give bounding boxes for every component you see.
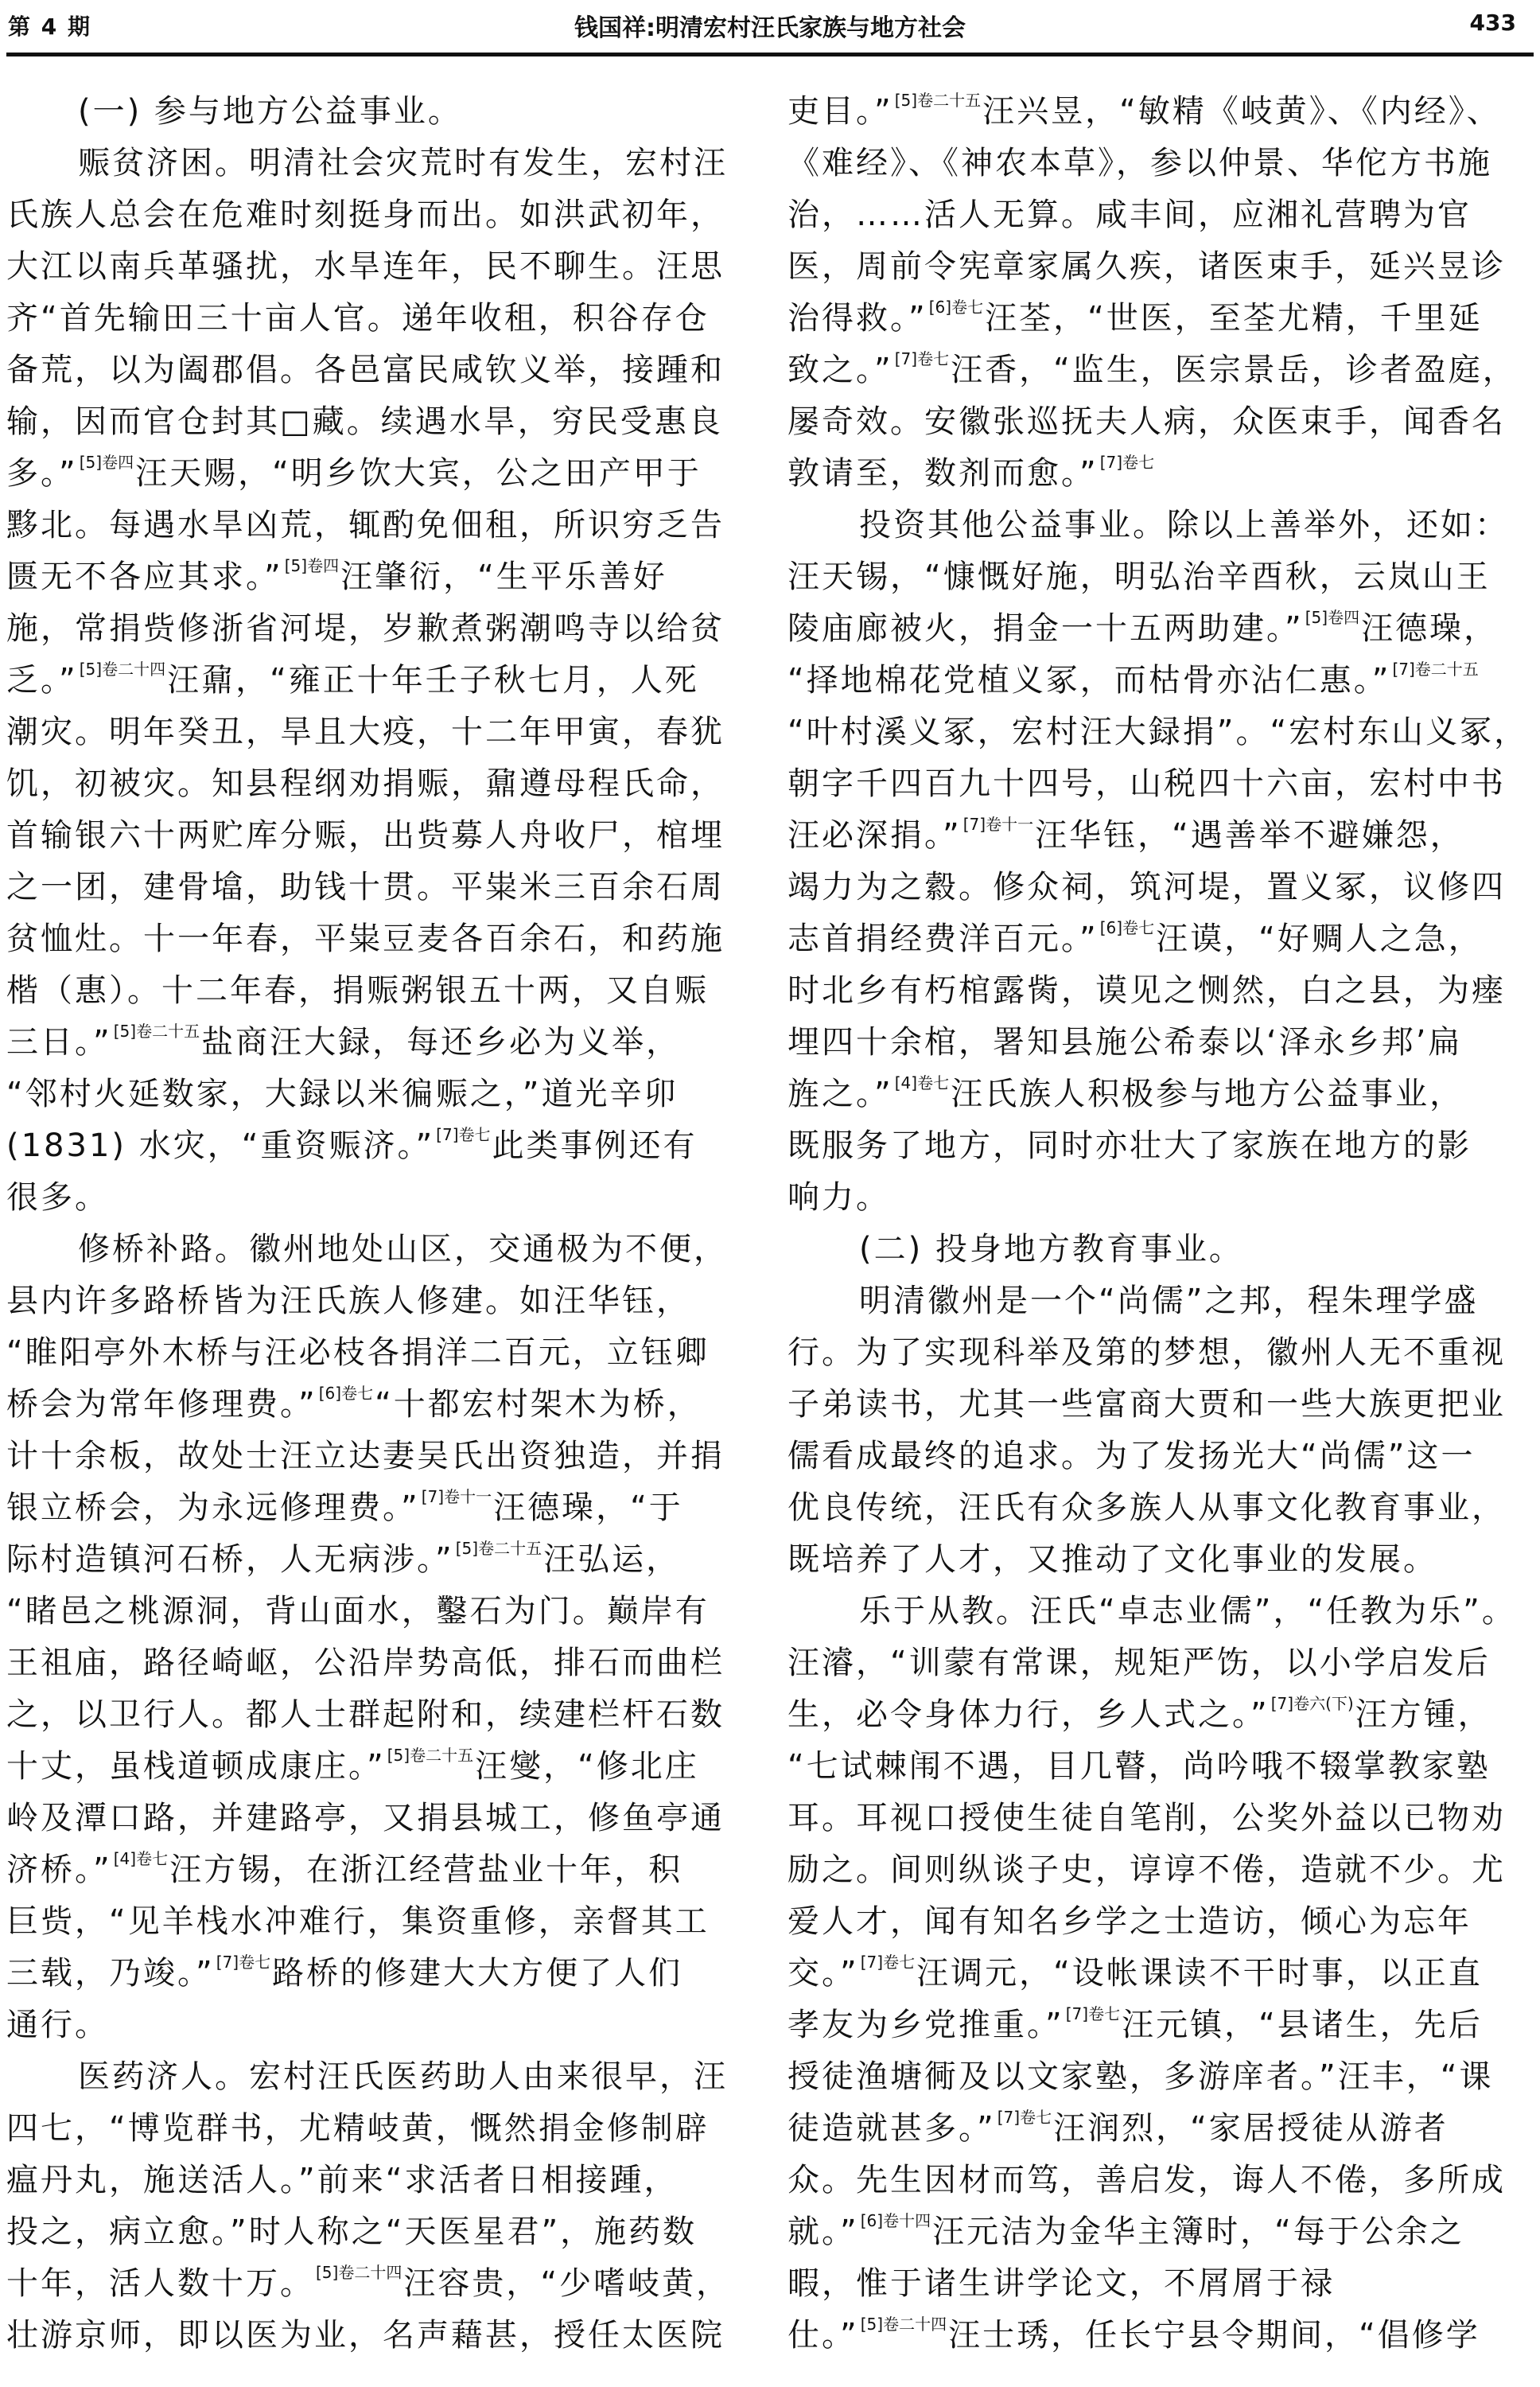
text-segment: 《难经》、《神农本草》，参以仲景、华佗方书施 bbox=[788, 145, 1492, 181]
text-segment: 汪濬，“训蒙有常课，规矩严饬，以小学启发后 bbox=[788, 1645, 1491, 1681]
text-segment: 瘟丹丸，施送活人。”前来“求活者日相接踵， bbox=[6, 2162, 679, 2198]
text-line bbox=[6, 293, 722, 345]
citation-marker: [5]卷四 bbox=[284, 556, 340, 575]
text-segment: 乐于从教。汪氏“卓志业儒”，“任教为乐”。 bbox=[859, 1593, 1516, 1630]
text-segment: 儒看成最终的追求。为了发扬光大“尚儒”这一 bbox=[788, 1438, 1476, 1474]
text-line bbox=[6, 2155, 722, 2206]
text-line bbox=[6, 1120, 722, 1172]
text-line bbox=[788, 396, 1515, 448]
text-segment: 汪鼐，“雍正十年壬子秋七月，人死 bbox=[167, 662, 699, 699]
text-segment: 氏族人总会在危难时刻挺身而出。如洪武初年， bbox=[6, 197, 725, 233]
text-segment: 明清徽州是一个“尚儒”之邦，程朱理学盛 bbox=[859, 1283, 1479, 1319]
text-line bbox=[788, 1948, 1515, 2000]
text-line bbox=[6, 1689, 725, 1741]
text-segment: 壮游京师，即以医为业，名声藉甚，授任太医院 bbox=[6, 2317, 725, 2354]
citation-marker: [5]卷二十五 bbox=[894, 91, 982, 110]
text-line bbox=[6, 1586, 722, 1637]
text-segment: 医，周前令宪章家属久疾，诸医束手，延兴昱诊 bbox=[788, 248, 1506, 285]
text-line bbox=[6, 1017, 722, 1069]
text-line bbox=[788, 1431, 1515, 1482]
text-segment: 医药济人。宏村汪氏医药助人由来很早，汪 bbox=[78, 2058, 728, 2095]
text-segment: 楷（惠）。十二年春，捐赈粥银五十两，又自赈 bbox=[6, 972, 709, 1009]
left-column bbox=[6, 86, 731, 2362]
text-line bbox=[6, 138, 728, 189]
text-line bbox=[6, 1896, 722, 1948]
text-segment: 三载，乃竣。” bbox=[6, 1955, 215, 1992]
text-segment: 汪方锡，在浙江经营盐业十年，积 bbox=[169, 1852, 683, 1888]
text-segment: 优良传统，汪氏有众多族人从事文化教育事业， bbox=[788, 1489, 1506, 1526]
citation-marker: [5]卷二十四 bbox=[316, 2263, 402, 2282]
text-segment: 汪谟，“好赒人之急， bbox=[1156, 921, 1483, 957]
citation-marker: [7]卷七 bbox=[894, 349, 950, 368]
text-segment: 黟北。每遇水旱凶荒，辄酌免佃租，所识穷乏告 bbox=[6, 507, 725, 543]
text-line bbox=[788, 2000, 1515, 2051]
citation-marker: [7]卷二十五 bbox=[1392, 660, 1479, 679]
page-number: 433 bbox=[1469, 10, 1516, 36]
text-line bbox=[788, 2258, 1515, 2310]
citation-marker: [7]卷十一 bbox=[421, 1487, 492, 1506]
header-rule bbox=[6, 53, 1534, 56]
text-segment: 匮无不各应其求。” bbox=[6, 559, 283, 595]
text-line bbox=[6, 345, 725, 396]
text-line bbox=[788, 1637, 1515, 1689]
text-line bbox=[788, 1327, 1515, 1379]
text-line bbox=[788, 965, 1515, 1017]
text-segment: 生，必令身体力行，乡人式之。” bbox=[788, 1696, 1270, 1733]
text-line bbox=[6, 2310, 725, 2362]
text-line bbox=[788, 655, 1515, 707]
citation-marker: [6]卷十四 bbox=[860, 2211, 931, 2230]
citation-marker: [6]卷七 bbox=[928, 298, 984, 317]
text-line bbox=[6, 1431, 725, 1482]
text-line bbox=[788, 500, 1515, 551]
citation-marker: [7]卷六(下) bbox=[1270, 1694, 1354, 1713]
citation-marker: [7]卷七 bbox=[436, 1125, 491, 1144]
citation-marker: [7]卷七 bbox=[1099, 453, 1155, 472]
text-segment: 竭力为之縠。修众祠，筑河堤，置义冢，议修四 bbox=[788, 869, 1506, 905]
text-line bbox=[788, 1379, 1515, 1431]
text-line bbox=[788, 1017, 1515, 1069]
text-segment: 众。先生因材而笃，善启发，诲人不倦，多所成 bbox=[788, 2162, 1506, 2198]
text-segment: 既服务了地方，同时亦壮大了家族在地方的影 bbox=[788, 1127, 1472, 1164]
text-segment: 汪兴昱，“敏精《岐黄》、《内经》、 bbox=[982, 93, 1501, 130]
citation-marker: [7]卷七 bbox=[860, 1953, 916, 1972]
text-line bbox=[788, 2051, 1515, 2103]
text-line bbox=[6, 1741, 722, 1793]
citation-marker: [7]卷七 bbox=[997, 2108, 1052, 2127]
text-line bbox=[6, 1275, 722, 1327]
text-segment: 耳。耳视口授使生徒自笔削，公奖外益以已物劝 bbox=[788, 1800, 1506, 1836]
text-segment: 汪润烈，“家居授徒从游者 bbox=[1053, 2110, 1449, 2147]
text-line bbox=[6, 1224, 728, 1275]
text-line bbox=[788, 1741, 1515, 1793]
text-line bbox=[6, 1482, 722, 1534]
text-segment: 孝友为乡党推重。” bbox=[788, 2007, 1064, 2043]
text-segment: 吏目。” bbox=[788, 93, 893, 130]
text-line bbox=[788, 1482, 1515, 1534]
text-line bbox=[788, 758, 1515, 810]
text-line bbox=[6, 86, 722, 138]
text-line bbox=[6, 2051, 728, 2103]
text-line bbox=[788, 2206, 1515, 2258]
text-line bbox=[6, 1379, 722, 1431]
text-segment: 响力。 bbox=[788, 1179, 890, 1216]
text-line bbox=[6, 810, 725, 862]
text-segment: “睹邑之桃源洞，背山面水，鑿石为门。巅岸有 bbox=[6, 1593, 710, 1630]
text-segment: 桥会为常年修理费。” bbox=[6, 1386, 317, 1423]
text-segment: 汪德璪，“于 bbox=[493, 1489, 683, 1526]
text-segment: 汪弘运， bbox=[543, 1541, 681, 1578]
text-line bbox=[788, 1586, 1515, 1637]
text-line bbox=[788, 1689, 1515, 1741]
text-segment: 旌之。” bbox=[788, 1076, 893, 1112]
text-segment: 徒造就甚多。” bbox=[788, 2110, 996, 2147]
text-segment: 之一团，建骨墖，助钱十贯。平粜米三百余石周 bbox=[6, 869, 725, 905]
citation-marker: [5]卷二十五 bbox=[387, 1746, 474, 1765]
text-line bbox=[6, 2000, 722, 2051]
text-line bbox=[788, 1172, 1515, 1224]
text-segment: 敦请至，数剂而愈。” bbox=[788, 455, 1099, 492]
text-line bbox=[6, 2206, 722, 2258]
text-segment: 很多。 bbox=[6, 1179, 109, 1216]
text-segment: 三日。” bbox=[6, 1024, 112, 1061]
text-segment: 县内许多路桥皆为汪氏族人修建。如汪华钰， bbox=[6, 1283, 690, 1319]
text-line bbox=[788, 913, 1515, 965]
issue-number: 第 4 期 bbox=[8, 14, 91, 40]
text-segment: “叶村溪义冢，宏村汪大録捐”。“宏村东山义冢， bbox=[788, 714, 1529, 750]
running-title: 钱国祥:明清宏村汪氏家族与地方社会 bbox=[574, 14, 966, 42]
text-segment: 授徒渔塘衕及以文家塾，多游庠者。”汪丰，“课 bbox=[788, 2058, 1494, 2095]
text-segment: 汪调元，“设帐课读不干时事，以正直 bbox=[916, 1955, 1483, 1992]
text-line bbox=[6, 965, 722, 1017]
text-line bbox=[788, 293, 1515, 345]
text-segment: 时北乡有朽棺露胔，谟见之恻然，白之县，为瘗 bbox=[788, 972, 1506, 1009]
citation-marker: [6]卷七 bbox=[1099, 918, 1155, 937]
text-segment: 赈贫济困。明清社会灾荒时有发生，宏村汪 bbox=[78, 145, 728, 181]
text-segment: 汪香，“监生，医宗景岳，诊者盈庭， bbox=[951, 352, 1517, 388]
text-segment: 就。” bbox=[788, 2214, 859, 2250]
text-line bbox=[6, 862, 725, 913]
running-header bbox=[0, 0, 1540, 56]
text-line bbox=[788, 189, 1515, 241]
text-line bbox=[788, 86, 1515, 138]
text-segment: 投之，病立愈。”时人称之“天医星君”，施药数 bbox=[6, 2214, 698, 2250]
text-line bbox=[788, 862, 1515, 913]
text-segment: 暇，惟于诸生讲学论文，不屑屑于禄 bbox=[788, 2265, 1335, 2302]
text-segment: 大江以南兵革骚扰，水旱连年，民不聊生。汪思 bbox=[6, 248, 725, 285]
text-line bbox=[6, 603, 725, 655]
text-line bbox=[6, 396, 722, 448]
text-segment: “十都宏村架木为桥， bbox=[375, 1386, 702, 1423]
text-segment: 潮灾。明年癸丑，旱且大疫，十二年甲寅，春犹 bbox=[6, 714, 725, 750]
text-segment: 四七，“博览群书，尤精岐黄，慨然捐金修制辟 bbox=[6, 2110, 710, 2147]
text-segment: 志首捐经费洋百元。” bbox=[788, 921, 1099, 957]
text-segment: 十丈，虽栈道顿成康庄。” bbox=[6, 1748, 386, 1785]
text-line bbox=[788, 345, 1515, 396]
text-segment: (二) 投身地方教育事业。 bbox=[859, 1231, 1243, 1267]
text-segment: 巨赀，“见羊栈水冲难行，集资重修，亲督其工 bbox=[6, 1903, 710, 1940]
text-segment: 汪天锡，“慷慨好施，明弘治辛酉秋，云岚山王 bbox=[788, 559, 1491, 595]
text-segment: 汪华钰，“遇善举不避嫌怨， bbox=[1035, 817, 1464, 854]
citation-marker: [5]卷四 bbox=[79, 453, 134, 472]
citation-marker: [5]卷二十四 bbox=[860, 2315, 947, 2334]
text-segment: 汪元镇，“县诸生，先后 bbox=[1122, 2007, 1483, 2043]
citation-marker: [5]卷二十四 bbox=[79, 660, 166, 679]
citation-marker: [7]卷七 bbox=[216, 1953, 271, 1972]
text-line bbox=[788, 1275, 1515, 1327]
text-line bbox=[788, 138, 1515, 189]
citation-marker: [7]卷七 bbox=[1065, 2004, 1121, 2023]
text-segment: 齐“首先输田三十亩人官。递年收租，积谷存仓 bbox=[6, 300, 710, 337]
text-line bbox=[788, 1896, 1515, 1948]
text-line bbox=[6, 2103, 722, 2155]
text-line bbox=[6, 2258, 731, 2310]
text-line bbox=[6, 1172, 722, 1224]
citation-marker: [5]卷四 bbox=[1305, 608, 1360, 627]
text-segment: “择地棉花党植义冢，而枯骨亦沾仁惠。” bbox=[788, 662, 1391, 699]
text-segment: 济桥。” bbox=[6, 1852, 112, 1888]
text-segment: 十年，活人数十万。 bbox=[6, 2265, 314, 2302]
text-segment: 汪氏族人积极参与地方公益事业， bbox=[951, 1076, 1464, 1112]
text-segment: 路桥的修建大大方便了人们 bbox=[272, 1955, 683, 1992]
text-line bbox=[788, 2310, 1515, 2362]
text-line bbox=[788, 1224, 1515, 1275]
text-line bbox=[6, 551, 722, 603]
text-segment: “睢阳亭外木桥与汪必枝各捐洋二百元，立钰卿 bbox=[6, 1334, 710, 1371]
text-segment: 盐商汪大録，每还乡必为义举， bbox=[201, 1024, 681, 1061]
text-line bbox=[788, 603, 1515, 655]
text-line bbox=[788, 241, 1515, 293]
text-segment: 王祖庙，路径崎岖，公沿岸势高低，排石而曲栏 bbox=[6, 1645, 725, 1681]
text-line bbox=[6, 500, 725, 551]
text-segment: 施，常捐赀修浙省河堤，岁歉煮粥潮鸣寺以给贫 bbox=[6, 610, 725, 647]
text-segment: 多。” bbox=[6, 455, 78, 492]
text-line bbox=[6, 1948, 722, 2000]
text-segment: 投资其他公益事业。除以上善举外，还如： bbox=[859, 507, 1509, 543]
citation-marker: [5]卷二十五 bbox=[113, 1022, 200, 1041]
text-line bbox=[6, 1069, 722, 1120]
text-segment: 汪燮，“修北庄 bbox=[475, 1748, 699, 1785]
text-line bbox=[6, 1844, 722, 1896]
text-line bbox=[6, 1534, 722, 1586]
text-segment: (一) 参与地方公益事业。 bbox=[78, 93, 462, 130]
text-segment: 屡奇效。安徽张巡抚夫人病，众医束手，闻香名 bbox=[788, 403, 1506, 440]
text-segment: 汪方锺， bbox=[1355, 1696, 1492, 1733]
text-segment: 备荒，以为阖郡倡。各邑富民咸钦义举，接踵和 bbox=[6, 352, 725, 388]
text-line bbox=[6, 1327, 722, 1379]
text-segment: 此类事例还有 bbox=[492, 1127, 698, 1164]
text-line bbox=[788, 551, 1515, 603]
text-segment: 行。为了实现科举及第的梦想，徽州人无不重视 bbox=[788, 1334, 1506, 1371]
text-segment: 汪肇衍，“生平乐善好 bbox=[340, 559, 667, 595]
text-segment: 交。” bbox=[788, 1955, 859, 1992]
text-line bbox=[788, 810, 1515, 862]
text-segment: 岭及潭口路，并建路亭，又捐县城工，修鱼亭通 bbox=[6, 1800, 725, 1836]
text-line bbox=[788, 1844, 1515, 1896]
text-segment: 贫恤灶。十一年春，平粜豆麦各百余石，和药施 bbox=[6, 921, 725, 957]
text-line bbox=[6, 758, 725, 810]
text-segment: 汪士琇，任长宁县令期间，“倡修学 bbox=[948, 2317, 1480, 2354]
citation-marker: [5]卷二十五 bbox=[455, 1539, 542, 1558]
text-segment: 通行。 bbox=[6, 2007, 109, 2043]
text-segment: 修桥补路。徽州地处山区，交通极为不便， bbox=[78, 1231, 728, 1267]
text-line bbox=[788, 448, 1515, 500]
text-line bbox=[788, 1534, 1515, 1586]
text-segment: 治得救。” bbox=[788, 300, 928, 337]
text-line bbox=[6, 1793, 725, 1844]
text-line bbox=[6, 707, 725, 758]
text-line bbox=[6, 241, 725, 293]
text-line bbox=[6, 448, 722, 500]
text-line bbox=[788, 1793, 1515, 1844]
text-segment: 银立桥会，为永远修理费。” bbox=[6, 1489, 420, 1526]
text-segment: 致之。” bbox=[788, 352, 893, 388]
text-segment: 输，因而官仓封其□藏。续遇水旱，穷民受惠良 bbox=[6, 403, 723, 440]
text-segment: 首输银六十两贮库分赈，出赀募人舟收尸，棺埋 bbox=[6, 817, 725, 854]
text-segment: 爱人才，闻有知名乡学之士造访，倾心为忘年 bbox=[788, 1903, 1472, 1940]
text-segment: 汪容贵，“少嗜岐黄， bbox=[403, 2265, 731, 2302]
text-segment: 饥，初被灾。知县程纲劝捐赈，鼐遵母程氏命， bbox=[6, 765, 725, 802]
text-segment: 计十余板，故处士汪立达妻吴氏出资独造，并捐 bbox=[6, 1438, 725, 1474]
text-line bbox=[788, 1069, 1515, 1120]
text-segment: 既培养了人才，又推动了文化事业的发展。 bbox=[788, 1541, 1437, 1578]
text-segment: 之，以卫行人。都人士群起附和，续建栏杆石数 bbox=[6, 1696, 725, 1733]
citation-marker: [4]卷七 bbox=[894, 1073, 950, 1092]
text-line bbox=[788, 707, 1529, 758]
text-segment: 子弟读书，尤其一些富商大贾和一些大族更把业 bbox=[788, 1386, 1506, 1423]
text-line bbox=[788, 1120, 1515, 1172]
citation-marker: [7]卷十一 bbox=[962, 815, 1034, 834]
text-line bbox=[788, 2103, 1515, 2155]
text-segment: 汪天赐，“明乡饮大宾，公之田产甲于 bbox=[135, 455, 702, 492]
text-line bbox=[6, 189, 725, 241]
text-segment: (1831) 水灾，“重资赈济。” bbox=[6, 1127, 435, 1164]
text-segment: 汪必深捐。” bbox=[788, 817, 962, 854]
text-segment: 仕。” bbox=[788, 2317, 859, 2354]
citation-marker: [6]卷七 bbox=[318, 1384, 374, 1403]
text-line bbox=[6, 913, 725, 965]
text-segment: 励之。间则纵谈子史，谆谆不倦，造就不少。尤 bbox=[788, 1852, 1506, 1888]
text-segment: 乏。” bbox=[6, 662, 78, 699]
text-line bbox=[788, 2155, 1515, 2206]
text-segment: 朝字千四百九十四号，山税四十六亩，宏村中书 bbox=[788, 765, 1506, 802]
text-segment: 陵庙廊被火，捐金一十五两助建。” bbox=[788, 610, 1304, 647]
text-segment: “邻村火延数家，大録以米徧赈之，”道光辛卯 bbox=[6, 1076, 679, 1112]
text-segment: 治，……活人无算。咸丰间，应湘礼营聘为官 bbox=[788, 197, 1472, 233]
citation-marker: [4]卷七 bbox=[113, 1849, 169, 1868]
text-segment: 际村造镇河石桥，人无病涉。” bbox=[6, 1541, 454, 1578]
right-column bbox=[788, 86, 1529, 2362]
text-segment: 埋四十余棺，署知县施公希泰以‘泽永乡邦’扁 bbox=[788, 1024, 1463, 1061]
text-segment: 汪荃，“世医，至荃尤精，千里延 bbox=[985, 300, 1483, 337]
text-line bbox=[6, 1637, 725, 1689]
text-segment: 汪德璪， bbox=[1361, 610, 1499, 647]
text-line bbox=[6, 655, 722, 707]
text-segment: “七试棘闱不遇，目几瞽，尚吟哦不辍掌教家塾 bbox=[788, 1748, 1491, 1785]
text-segment: 汪元洁为金华主簿时，“每于公余之 bbox=[932, 2214, 1464, 2250]
